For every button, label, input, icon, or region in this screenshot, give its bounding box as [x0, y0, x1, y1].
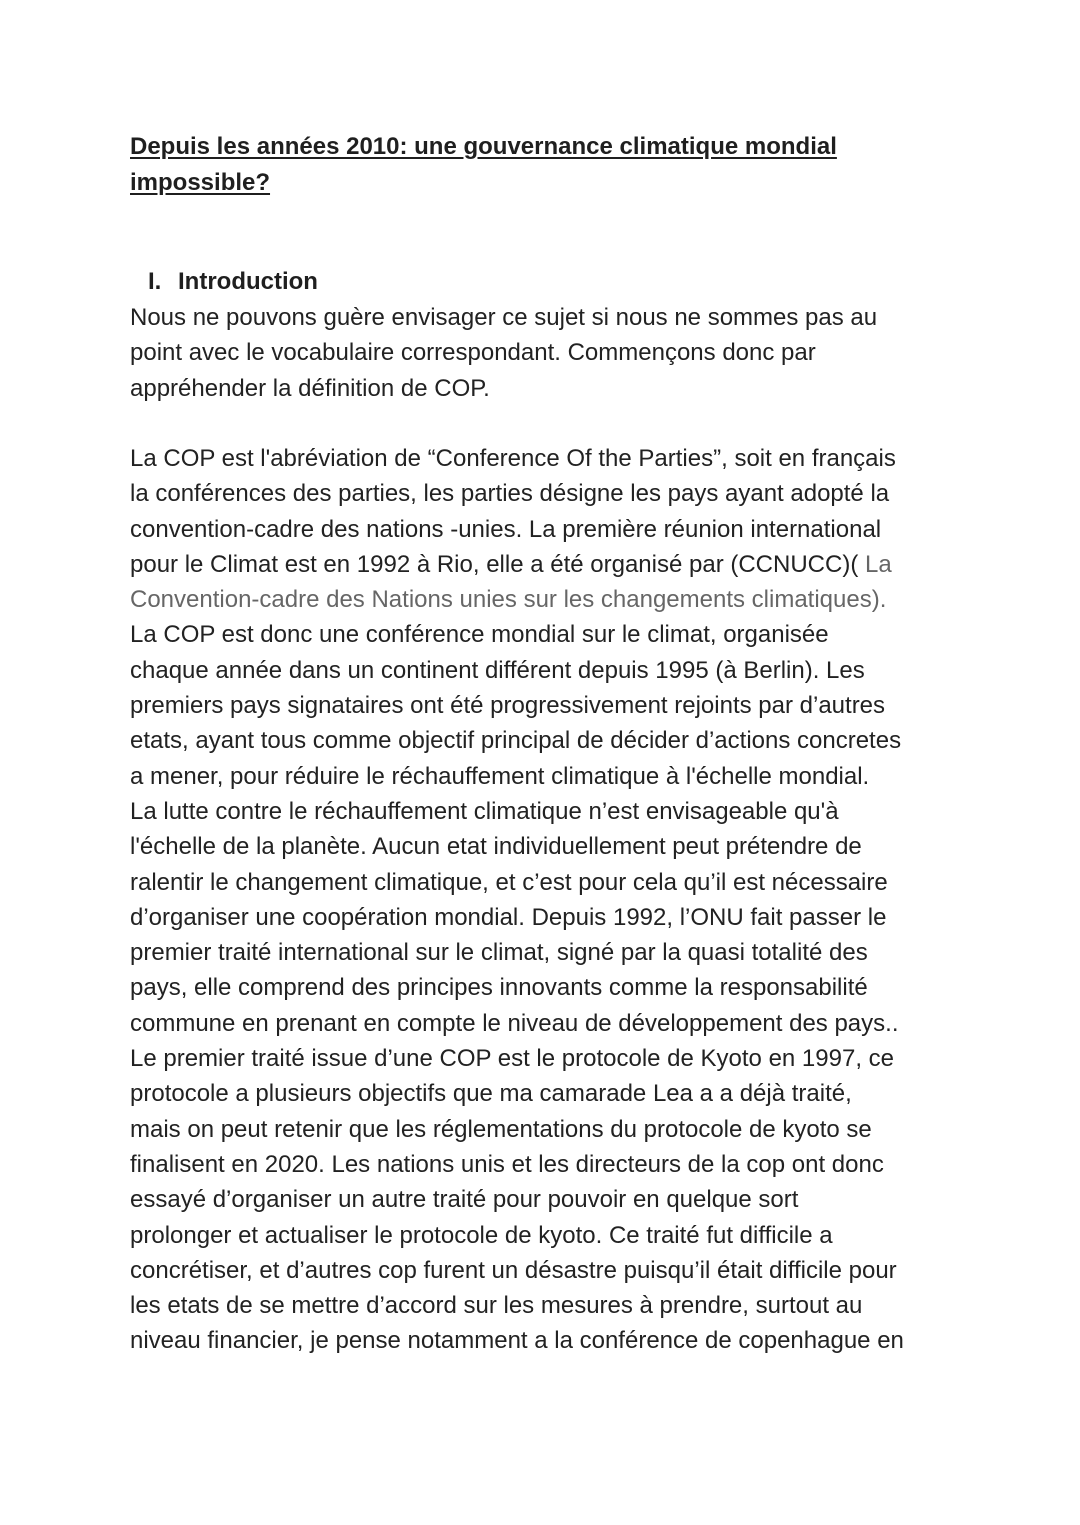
paragraph-line: La COP est donc une conférence mondial sur le climat, organisée	[130, 621, 829, 649]
section-number: I.	[148, 268, 162, 295]
paragraph-line: etats, ayant tous comme objectif principal de décider d’actions concretes	[130, 727, 902, 755]
paragraph-intro	[130, 300, 877, 406]
section-title: Introduction	[178, 268, 318, 295]
paragraph-line: mais on peut retenir que les réglementations du protocole de kyoto se	[130, 1115, 872, 1143]
ccnucc-expansion: Convention-cadre des Nations unies sur les changements climatiques).	[130, 586, 887, 614]
paragraph-line: ralentir le changement climatique, et c’est pour cela qu’il est nécessaire	[130, 868, 888, 896]
paragraph-cop-definition	[130, 441, 904, 1359]
paragraph-line: niveau financier, je pense notamment a la conférence de copenhague en	[130, 1327, 904, 1355]
line-text: pour le Climat est en 1992 à Rio, elle a été organisé par (CCNUCC)(	[130, 550, 865, 578]
paragraph-line	[130, 547, 904, 582]
paragraph-line: chaque année dans un continent différent depuis 1995 (à Berlin). Les	[130, 656, 865, 684]
paragraph-line: appréhender la définition de COP.	[130, 374, 490, 402]
paragraph-line: protocole a plusieurs objectifs que ma camarade Lea a a déjà traité,	[130, 1080, 852, 1108]
paragraph-line: La lutte contre le réchauffement climatique n’est envisageable qu'à	[130, 797, 839, 825]
paragraph-line: l'échelle de la planète. Aucun etat individuellement peut prétendre de	[130, 833, 862, 861]
paragraph-line: les etats de se mettre d’accord sur les mesures à prendre, surtout au	[130, 1292, 863, 1320]
paragraph-line: la conférences des parties, les parties désigne les pays ayant adopté la	[130, 480, 890, 508]
paragraph-line: convention-cadre des nations -unies. La première réunion international	[130, 515, 882, 543]
paragraph-line: La COP est l'abréviation de “Conference Of the Parties”, soit en français	[130, 445, 896, 472]
paragraph-line: Le premier traité issue d’une COP est le protocole de Kyoto en 1997, ce	[130, 1045, 895, 1073]
paragraph-line: Nous ne pouvons guère envisager ce sujet si nous ne sommes pas au	[130, 304, 878, 331]
title-line-2: impossible?	[130, 169, 271, 196]
paragraph-line: finalisent en 2020. Les nations unis et les directeurs de la cop ont donc	[130, 1150, 884, 1178]
paragraph-line: premier traité international sur le climat, signé par la quasi totalité des	[130, 939, 868, 967]
paragraph-line: a mener, pour réduire le réchauffement climatique à l'échelle mondial.	[130, 762, 870, 790]
paragraph-line: premiers pays signataires ont été progressivement rejoints par d’autres	[130, 692, 886, 720]
paragraph-line: d’organiser une coopération mondial. Depuis 1992, l’ONU fait passer le	[130, 903, 887, 931]
document-title	[130, 129, 930, 201]
paragraph-line: pays, elle comprend des principes innovants comme la responsabilité	[130, 974, 868, 1002]
paragraph-line: essayé d’organiser un autre traité pour pouvoir en quelque sort	[130, 1186, 799, 1214]
ccnucc-expansion: La	[865, 550, 892, 578]
section-heading	[130, 265, 318, 299]
title-line-1: Depuis les années 2010: une gouvernance climatique mondial	[130, 133, 837, 160]
paragraph-line: point avec le vocabulaire correspondant. Commençons donc par	[130, 339, 816, 367]
paragraph-line: commune en prenant en compte le niveau de développement des pays..	[130, 1009, 899, 1037]
paragraph-line: concrétiser, et d’autres cop furent un désastre puisqu’il était difficile pour	[130, 1256, 897, 1284]
paragraph-line: prolonger et actualiser le protocole de kyoto. Ce traité fut difficile a	[130, 1221, 833, 1249]
